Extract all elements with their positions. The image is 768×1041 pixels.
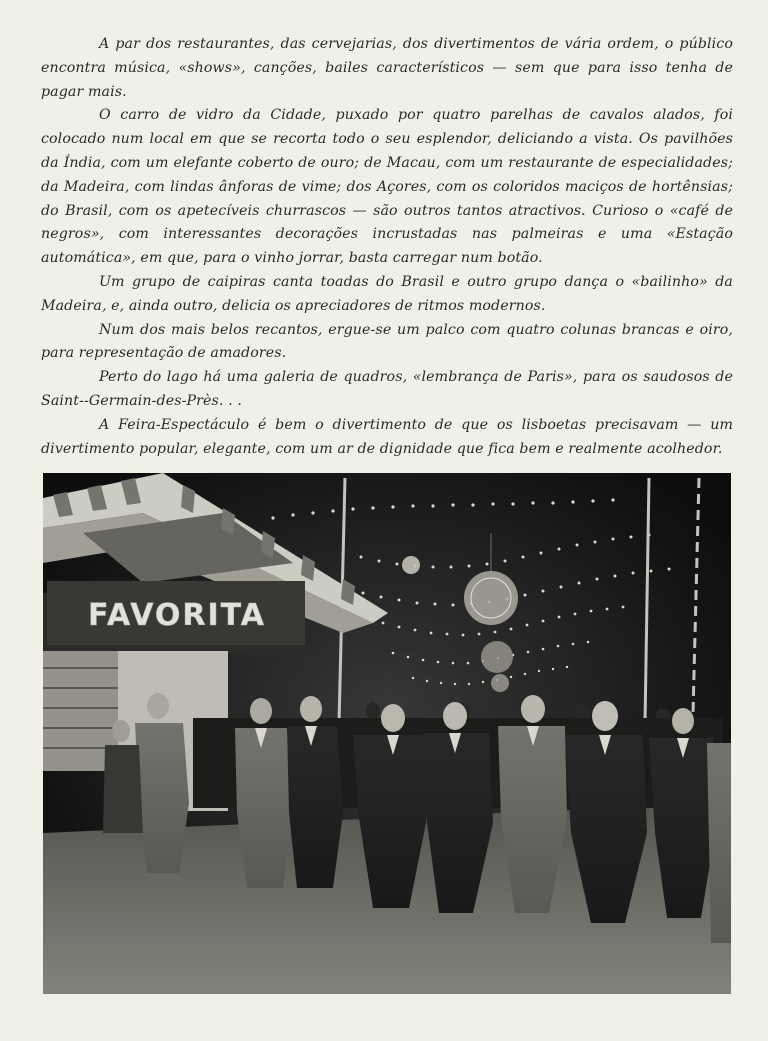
paragraph: Um grupo de caipiras canta toadas do Brasil e outro grupo dança o «bailinho» da Madeira, e, ainda outro, delicia os apreciadores de ritmos modernos. — [41, 273, 733, 314]
paragraph: O carro de vidro da Cidade, puxado por quatro parelhas de cavalos alados, foi colocado num local em que se recorta todo o seu esplendor, deliciando a vista. Os pavilhões da Índia, com um elefante coberto de ouro; de Macau, com um restaurante de especialidades; da Madeira, com lindas ânforas de vime; dos Açores, com os coloridos maciços de hortênsias; do Brasil, com os apetecíveis churrascos — são outros tantos atractivos. Curioso o «café de negros», com interessantes decorações incrustadas nas palmeiras e uma «Estação automática», em que, para o vinho jorrar, basta carregar num botão. — [41, 107, 733, 267]
sign-text: FAVORITA — [87, 598, 267, 633]
paragraph: Perto do lago há uma galeria de quadros, «lembrança de Paris», para os saudosos de Saint--Germain-des-Près. . . — [41, 369, 733, 409]
paragraph: Num dos mais belos recantos, ergue-se um palco com quatro colunas brancas e oiro, para representação de amadores. — [41, 321, 733, 362]
paragraph: A Feira-Espectáculo é bem o divertimento de que os lisboetas precisavam — um divertimento popular, elegante, com um ar de dignidade que fica bem e realmente acolhedor. — [41, 416, 733, 457]
paragraph: A par dos restaurantes, das cervejarias, dos divertimentos de vária ordem, o público encontra música, «shows», canções, bailes característicos — sem que para isso tenha de pagar mais. — [41, 36, 733, 100]
fair-photograph — [43, 473, 731, 994]
article-text — [41, 33, 733, 461]
